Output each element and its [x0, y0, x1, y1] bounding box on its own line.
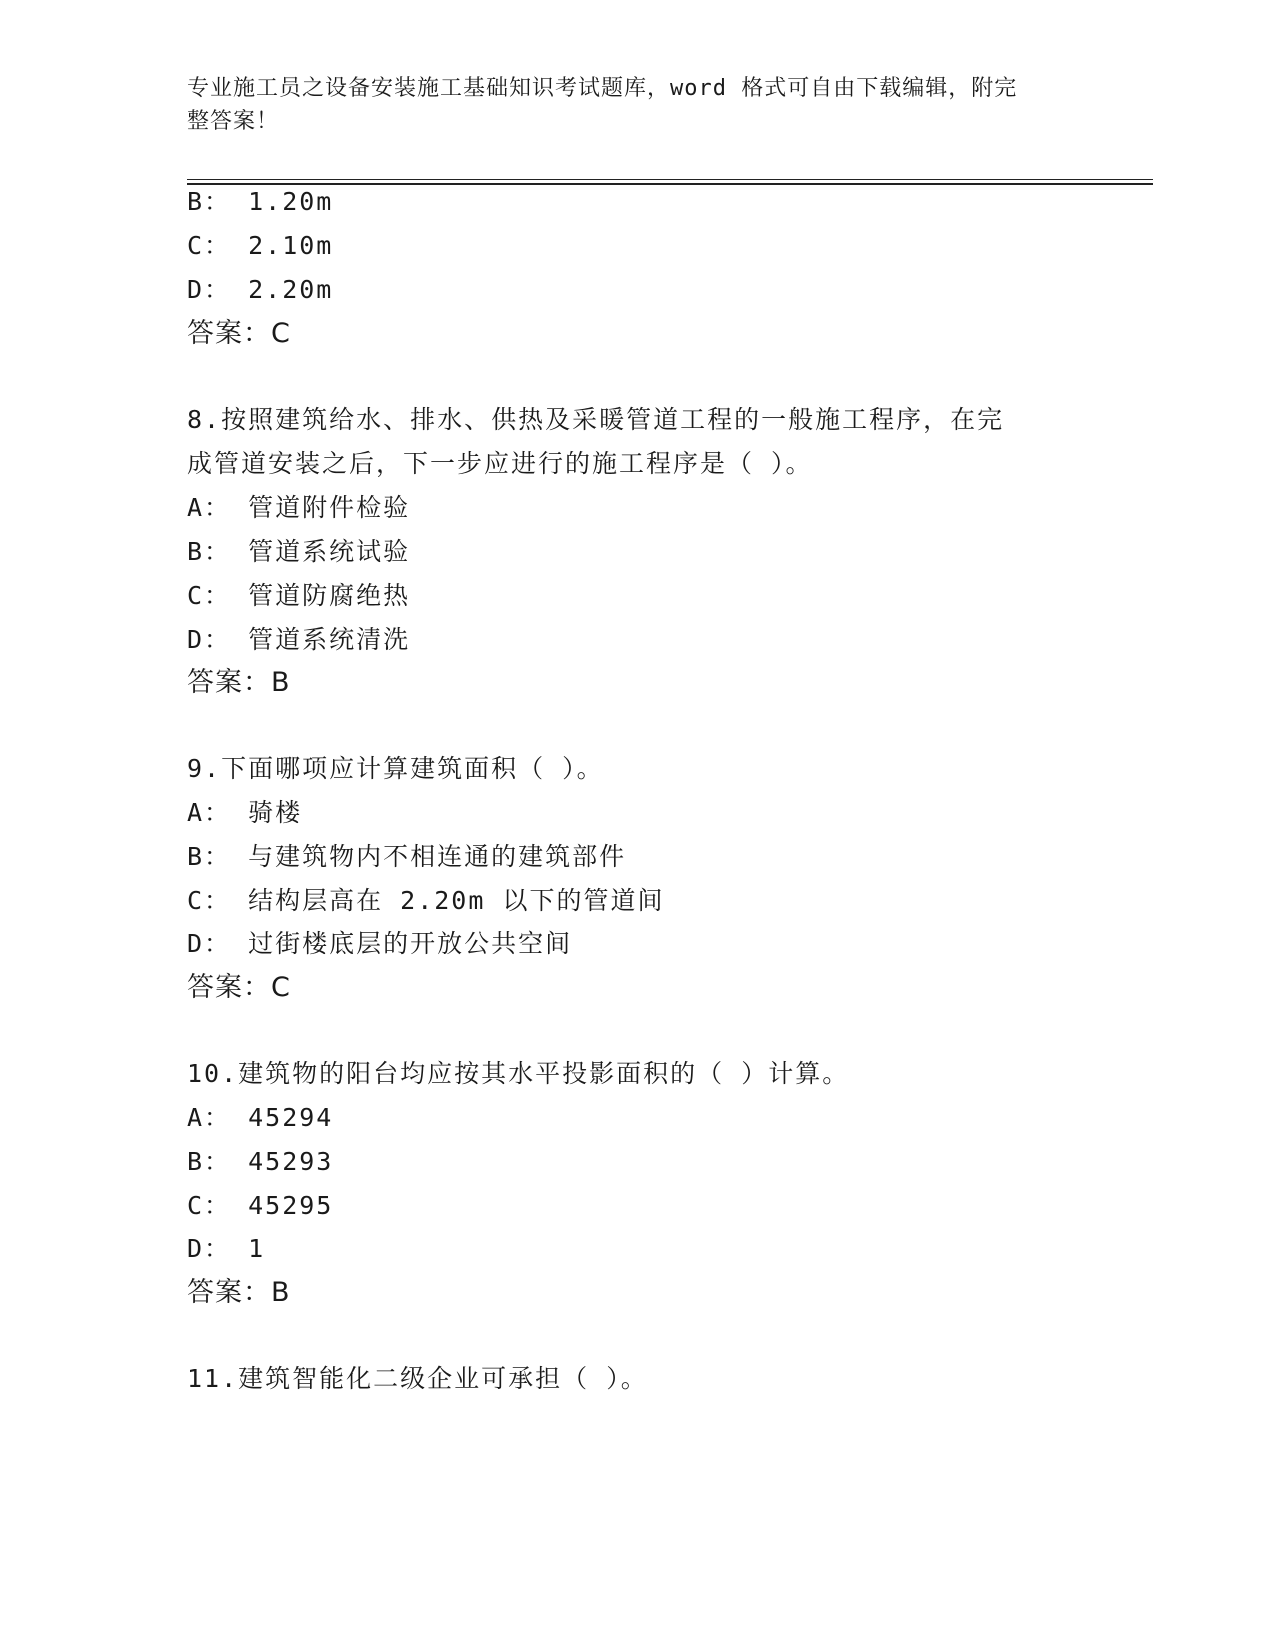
q7-answer: 答案：C — [187, 318, 291, 349]
q10-option-b: B： 45293 — [187, 1147, 334, 1176]
q8-answer: 答案：B — [187, 667, 291, 698]
q8-stem-line-1: 8.按照建筑给水、排水、供热及采暖管道工程的一般施工程序，在完 — [187, 405, 1005, 434]
q11-stem: 11.建筑智能化二级企业可承担（ ）。 — [187, 1364, 648, 1393]
q10-stem: 10.建筑物的阳台均应按其水平投影面积的（ ）计算。 — [187, 1059, 850, 1088]
header-divider-thin — [187, 179, 1153, 180]
q10-answer: 答案：B — [187, 1277, 291, 1308]
q10-option-c: C： 45295 — [187, 1191, 334, 1220]
q9-option-a: A： 骑楼 — [187, 798, 303, 827]
q9-option-c: C： 结构层高在 2.20m 以下的管道间 — [187, 886, 665, 915]
q8-stem-line-2: 成管道安装之后，下一步应进行的施工程序是（ ）。 — [187, 449, 813, 478]
q7-option-d: D： 2.20m — [187, 275, 334, 304]
q8-option-c: C： 管道防腐绝热 — [187, 581, 411, 610]
q9-answer: 答案：C — [187, 972, 291, 1003]
q9-option-d: D： 过街楼底层的开放公共空间 — [187, 929, 573, 958]
q7-option-c: C： 2.10m — [187, 231, 334, 260]
q8-option-b: B： 管道系统试验 — [187, 537, 411, 566]
q10-option-a: A： 45294 — [187, 1103, 334, 1132]
q8-option-a: A： 管道附件检验 — [187, 493, 411, 522]
document-header — [187, 72, 1067, 138]
q9-option-b: B： 与建筑物内不相连通的建筑部件 — [187, 842, 627, 871]
q7-option-b: B： 1.20m — [187, 187, 334, 216]
q9-stem: 9.下面哪项应计算建筑面积（ ）。 — [187, 754, 604, 783]
header-line-2: 整答案！ — [187, 109, 280, 134]
q10-option-d: D： 1 — [187, 1234, 266, 1263]
q8-option-d: D： 管道系统清洗 — [187, 625, 411, 654]
header-line-1: 专业施工员之设备安装施工基础知识考试题库，word 格式可自由下载编辑，附完 — [187, 76, 1018, 101]
